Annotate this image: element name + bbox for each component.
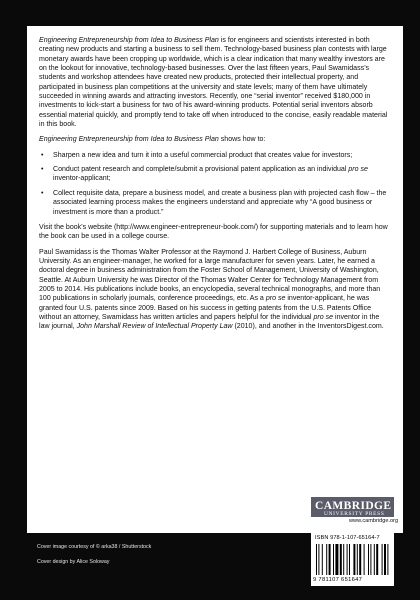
shows-heading xyxy=(39,135,391,144)
publisher-name: CAMBRIDGE xyxy=(315,500,392,512)
publisher-url: www.cambridge.org xyxy=(349,518,399,524)
list-item: • Sharpen a new idea and turn it into a useful commercial product that creates value for investors; xyxy=(53,151,391,160)
bio-text: (2010), and another in the InventorsDigest.com. xyxy=(232,323,384,331)
book-title: Engineering Entrepreneurship from Idea to Business Plan xyxy=(39,37,219,44)
journal-title: John Marshall Review of Intellectual Property Law xyxy=(76,323,233,331)
intro-text: is for engineers and scientists interested in both creating new products and starting a business to sell them. Technology-based business plan contests with large monetary awards have been cropping up worldwide, which is a clear indication that many wealthy investors are on the lookout for innovative, technology-based businesses. Over the last fifteen years, Paul Swamidass’s students and workshop attendees have created new products, protected their intellectual property, and participated in business plan competitions at the university and state levels; many of them have ultimately succeeded in winning awards and attracting investors. Recently, one “serial inventor” received $180,000 in investments to kick-start a business for two of his award-winning products. Potential serial inventors absorb essential material quickly, and promptly tend to take off when introduced to the concise, easily readable material in this book. xyxy=(39,37,388,129)
publisher-subtitle: UNIVERSITY PRESS xyxy=(324,511,385,517)
shows-text: shows how to: xyxy=(218,136,266,144)
bio-text: Paul Swamidass is the Thomas Walter Professor at the Raymond J. Harbert College of Business, Auburn University. As an engineer-manager, he worked for a large manufacturer for seven years. Later, he earned a doctoral degree in business administration from the Foster School of Management, University of Washington, Seattle. At Auburn University he was Director of the Thomas Walter Center for Technology Management from 2005 to 2014. His publications include books, an encyclopedia, several technical monographs, and more than 100 publications in scholarly journals, conference proceedings, etc. As a xyxy=(39,248,381,303)
intro-paragraph xyxy=(39,36,391,129)
publisher-banner xyxy=(311,497,394,517)
pro-se-term: pro se xyxy=(348,166,368,174)
barcode-digits: 9 781107 651647 xyxy=(313,577,363,583)
isbn-label: ISBN 978-1-107-65164-7 xyxy=(315,535,380,541)
list-item: • Collect requisite data, prepare a business model, and create a business plan with projected cash flow – the associated learning process makes the engineers understand and appreciate why “A good business or investment is more than a product.” xyxy=(53,189,391,217)
pro-se-term: pro se xyxy=(265,295,286,303)
bio-text: inventor-applicant, he was granted four U.S. patents since 2009. Based on his success in getting patents from the U.S. Patents Office without an attorney, Swamidass has written articles and papers helpful for the individual xyxy=(39,295,372,321)
bio-text: inventor in the law journal, xyxy=(39,313,380,331)
barcode xyxy=(311,533,394,586)
publisher-logo xyxy=(311,497,399,527)
pro-se-term: pro se xyxy=(313,313,334,321)
book-title: Engineering Entrepreneurship from Idea to Business Plan xyxy=(39,136,219,144)
website-paragraph: Visit the book’s website (http://www.engineer-entrepreneur-book.com/) for supporting materials and to learn how the book can be used in a college course. xyxy=(39,223,388,241)
image-credit: Cover image courtesy of © arka38 / Shutterstock xyxy=(37,544,152,550)
design-credit: Cover design by Alice Soloway xyxy=(37,559,110,565)
back-cover-text-panel xyxy=(27,26,403,533)
bullet-text-b: inventor-applicant; xyxy=(53,175,111,183)
list-item xyxy=(53,165,391,184)
skills-list xyxy=(39,151,391,217)
bullet-text-a: Conduct patent research and complete/submit a provisional patent application as an individual xyxy=(53,166,349,174)
author-bio xyxy=(39,248,391,332)
barcode-bars xyxy=(316,544,389,577)
